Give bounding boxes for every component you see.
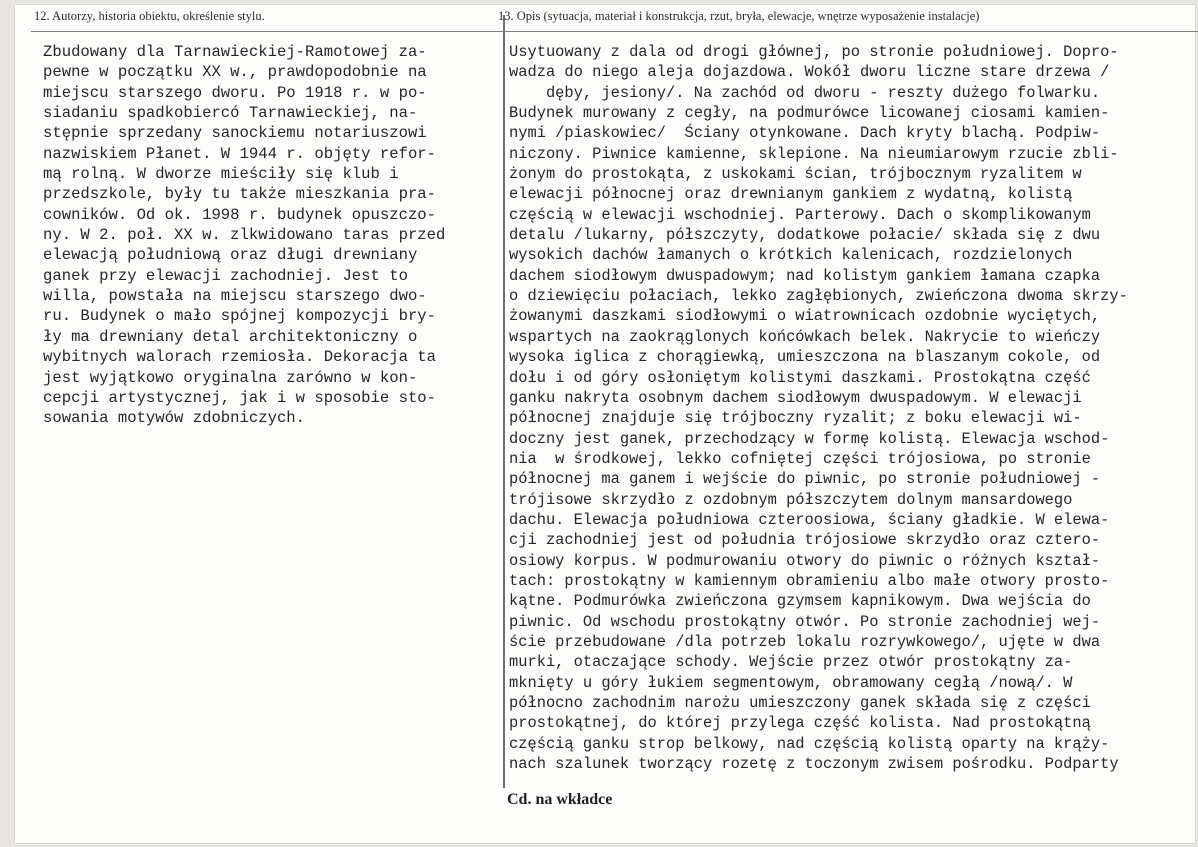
description-text-line: kątne. Podmurówka zwieńczona gzymsem kapnikowym. Dwa wejścia do [509, 592, 1091, 611]
description-text-line: północnej ma ganem i wejście do piwnic, po stronie południowej - [509, 470, 1101, 489]
history-text-line: cowników. Od ok. 1998 r. budynek opuszczo- [43, 205, 437, 224]
history-text-line: ły ma drewniany detal architektoniczny o [43, 327, 418, 346]
description-text-line: niczony. Piwnice kamienne, sklepione. Na nieumiarowym rzucie zbli- [509, 144, 1119, 163]
history-text-column [43, 42, 473, 429]
history-text-line: willa, powstała na miejscu starszego dwo- [43, 287, 427, 306]
description-text-line: detalu /lukarny, półszczyty, dodatkowe połacie/ składa się z dwu [509, 226, 1101, 245]
description-text-line: częścią ganku strop belkowy, nad częścią kolistą oparty na krąży- [509, 734, 1110, 753]
description-text-line: Budynek murowany z cegły, na podmurówce licowanej ciosami kamien- [509, 104, 1110, 123]
column-divider [503, 15, 505, 788]
description-text-line: częścią w elewacji wschodniej. Parterowy. Dach o skomplikowanym [509, 205, 1091, 224]
description-text-line: ganku nakryta osobnym dachem siodłowym dwuspadowym. W elewacji [509, 388, 1082, 407]
description-text-line: piwnic. Od wschodu prostokątny otwór. Po stronie zachodniej wej- [509, 612, 1101, 631]
history-text-line: wybitnych walorach rzemiosła. Dekoracja ta [43, 348, 437, 367]
history-text-line: elewacją południową oraz długi drewniany [43, 246, 418, 265]
description-text-line: wadza do niego aleja dojazdowa. Wokół dworu liczne stare drzewa / [509, 63, 1110, 82]
section-12-header: 12. Autorzy, historia obiektu, określenie stylu. [34, 9, 265, 23]
history-text-line: miejscu starszego dworu. Po 1918 r. w po- [43, 83, 427, 102]
description-text-line: osiowy korpus. W podmurowaniu otwory do piwnic o różnych kształ- [509, 551, 1101, 570]
history-text-line: ganek przy elewacji zachodniej. Jest to [43, 266, 408, 285]
description-text-line: doczny jest ganek, przechodzący w formę kolistą. Elewacja wschod- [509, 429, 1110, 448]
history-text-line: stępnie sprzedany sanockiemu notariuszowi [43, 124, 427, 143]
description-text-line: nymi /piaskowiec/ Ściany otynkowane. Dach kryty blachą. Podpiw- [509, 124, 1101, 143]
history-text-line: mą rolną. W dworze mieściły się klub i [43, 165, 399, 184]
description-text-line: mknięty u góry łukiem segmentowym, obramowany cegłą /nową/. W [509, 673, 1073, 692]
description-text-line: cji zachodniej jest od południa trójosiowe skrzydło oraz cztero- [509, 531, 1101, 550]
description-text-line: Usytuowany z dala od drogi głównej, po stronie południowej. Dopro- [509, 43, 1119, 61]
description-text-line: dachu. Elewacja południowa czteroosiowa, ściany gładkie. W elewa- [509, 510, 1110, 529]
description-text-line: żowanymi daszkami siodłowymi o wiatrownicach ozdobnie wyciętych, [509, 307, 1101, 326]
header-rule [31, 31, 1198, 32]
history-text-line: cepcji artystycznej, jak i w sposobie sto- [43, 388, 437, 407]
description-text-line: wysoka iglica z chorągiewką, umieszczona na blaszanym cokole, od [509, 348, 1101, 367]
section-13-header: 13. Opis (sytuacja, materiał i konstrukcja, rzut, bryła, elewacje, wnętrze wyposażenie instalacje) [498, 9, 980, 23]
description-text-line: tach: prostokątny w kamiennym obramieniu albo małe otwory prosto- [509, 571, 1110, 590]
description-text-line: żonym do prostokąta, z uskokami ścian, trójbocznym ryzalitem w [509, 165, 1082, 184]
description-text-line: wysokich dachów łamanych o krótkich kalenicach, rozdzielonych [509, 246, 1073, 265]
description-text-line: północnej znajduje się trójboczny ryzalit; z boku elewacji wi- [509, 409, 1082, 428]
history-text-line: sowania motywów zdobniczych. [43, 409, 306, 428]
history-text-line: ru. Budynek o mało spójnej kompozycji bry- [43, 307, 437, 326]
description-text-line: murki, otaczające schody. Wejście przez otwór prostokątny za- [509, 653, 1073, 672]
description-text-line: nia w środkowej, lekko cofniętej części trójosiowa, po stronie [509, 449, 1091, 468]
description-text-line: ście przebudowane /dla potrzeb lokalu rozrywkowego/, ujęte w dwa [509, 632, 1101, 651]
history-text-line: przedszkole, były tu także mieszkania pra- [43, 185, 437, 204]
description-text-line: elewacji północnej oraz drewnianym gankiem z wydatną, kolistą [509, 185, 1073, 204]
history-text-line: ny. W 2. poł. XX w. zlkwidowano taras przed [43, 226, 446, 245]
history-text-line: Zbudowany dla Tarnawieckiej-Ramotowej za- [43, 43, 427, 61]
description-text-line: dachem siodłowym dwuspadowym; nad kolistym gankiem łamana czapka [509, 266, 1101, 285]
description-text-line: trójisowe skrzydło z ozdobnym półszczytem dolnym mansardowego [509, 490, 1073, 509]
history-text-line: nazwiskiem Płanet. W 1944 r. objęty refor- [43, 144, 437, 163]
description-text-column [509, 42, 1189, 774]
description-text-line: o dziewięciu połaciach, lekko zagłębionych, zwieńczona dwoma skrzy- [509, 287, 1128, 306]
description-text-line: dęby, jesiony/. Na zachód od dworu - reszty dużego folwarku. [509, 83, 1101, 102]
description-text-line: północno zachodnim narożu umieszczony ganek składa się z części [509, 694, 1091, 712]
history-text-line: siadaniu spadkobiercó Tarnawieckiej, na- [43, 104, 418, 123]
description-text-line: dołu i od góry osłoniętym kolistymi daszkami. Prostokątna część [509, 368, 1091, 387]
history-text-line: jest wyjątkowo oryginalna zarówno w kon- [43, 368, 418, 387]
description-text-line: nach szalunek tworzący rozetę z toczonym zwisem pośrodku. Podparty [509, 755, 1119, 774]
description-text-line: prostokątnej, do której przylega część kolista. Nad prostokątną [509, 714, 1091, 733]
history-text-line: pewne w początku XX w., prawdopodobnie na [43, 63, 427, 82]
description-text-line: wspartych na zaokrąglonych końcówkach belek. Nakrycie to wieńczy [509, 327, 1101, 346]
continuation-note: Cd. na wkładce [507, 791, 613, 808]
